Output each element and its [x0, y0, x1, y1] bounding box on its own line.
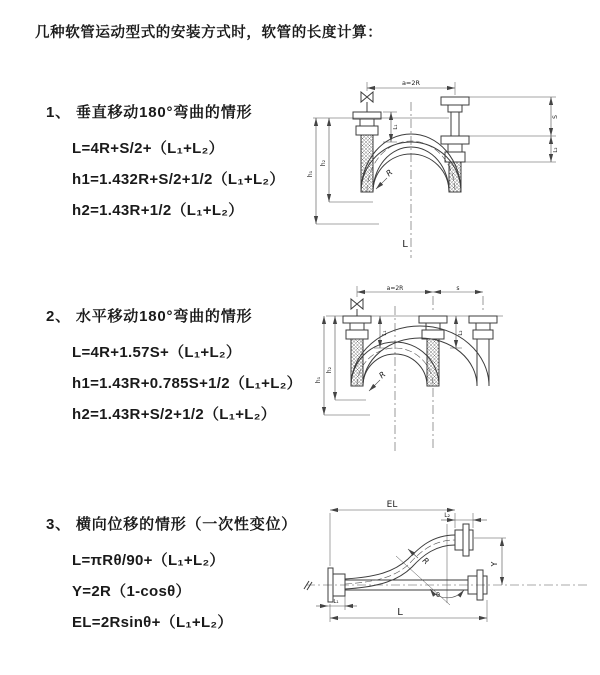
d3-dim-label-y: Y	[490, 561, 499, 567]
d2-dim-label-s: s	[456, 285, 460, 292]
diagram-vertical-180-bend	[303, 72, 595, 264]
d1-dim-label-s: S	[552, 115, 559, 119]
section-1-formula-h1: h1=1.432R+S/2+1/2（L₁+L₂）	[72, 171, 285, 188]
section-2-heading: 2、 水平移动180°弯曲的情形	[46, 308, 253, 325]
d1-dimensions	[313, 82, 556, 224]
d1-dim-label-l1: L₁	[393, 124, 399, 130]
d3-dim-label-l1: L₁	[333, 599, 339, 605]
section-2-formula-h2: h2=1.43R+S/2+1/2（L₁+L₂）	[72, 406, 277, 423]
d2-dim-label-h1: h₁	[315, 376, 322, 384]
d1-labels	[307, 79, 559, 250]
section-2-formula-L: L=4R+1.57S+（L₁+L₂）	[72, 344, 242, 361]
d2-dim-label-h2: h₂	[326, 366, 333, 374]
d1-right-flange	[441, 97, 469, 192]
d2-left-flange	[343, 316, 371, 386]
d2-dim-label-a2r: a=2R	[386, 285, 404, 292]
section-3-heading: 3、 横向位移的情形（一次性变位）	[46, 516, 298, 533]
d2-radius-label: R	[377, 369, 388, 381]
d1-centerline	[367, 102, 455, 258]
d2-right-flange	[469, 316, 497, 339]
section-3-formula-L: L=πRθ/90+（L₁+L₂）	[72, 552, 225, 569]
d3-dimensions	[316, 510, 506, 622]
d1-length-label: L	[402, 239, 408, 250]
d2-dim-label-l1: L₁	[382, 330, 388, 336]
d3-top-flange	[455, 524, 473, 556]
diagram-horizontal-180-bend	[298, 282, 595, 464]
d2-centerlines	[357, 296, 483, 454]
d2-labels	[315, 285, 464, 383]
d1-left-flange	[353, 112, 381, 192]
d3-length-label: L	[397, 607, 403, 618]
d3-dim-label-l2: L₂	[444, 512, 450, 519]
d1-dim-label-l2: L₂	[553, 147, 559, 153]
d1-dim-label-h2: h₂	[320, 159, 327, 167]
d1-dim-label-a2r: a=2R	[401, 79, 421, 87]
section-3	[46, 513, 297, 638]
section-3-formula-Y: Y=2R（1-cosθ）	[72, 583, 191, 600]
section-1-formula-h2: h2=1.43R+1/2（L₁+L₂）	[72, 202, 244, 219]
d2-valve-icon	[351, 299, 363, 316]
diagram-lateral-displacement	[298, 498, 600, 648]
section-1	[46, 101, 285, 226]
d1-dim-label-h1: h₁	[307, 170, 314, 178]
section-1-formula-L: L=4R+S/2+（L₁+L₂）	[72, 140, 224, 157]
section-3-formula-EL: EL=2Rsinθ+（L₁+L₂）	[72, 614, 233, 631]
d2-dim-label-l2: L₂	[458, 330, 464, 336]
section-2	[46, 305, 302, 430]
d3-angle-construction	[396, 524, 464, 605]
d3-dim-label-el: EL	[386, 500, 398, 510]
section-2-formula-h1: h1=1.43R+0.785S+1/2（L₁+L₂）	[72, 375, 302, 392]
page-title: 几种软管运动型式的安装方式时，软管的长度计算：	[35, 25, 383, 41]
d3-s-curve-hose	[345, 535, 455, 589]
d3-radius-label: R	[420, 555, 431, 567]
d3-labels	[333, 500, 499, 618]
d1-valve-icon	[361, 92, 373, 112]
d3-angle-label: θ	[436, 591, 440, 599]
d1-radius-label: R	[384, 167, 395, 179]
section-1-heading: 1、 垂直移动180°弯曲的情形	[46, 104, 253, 121]
